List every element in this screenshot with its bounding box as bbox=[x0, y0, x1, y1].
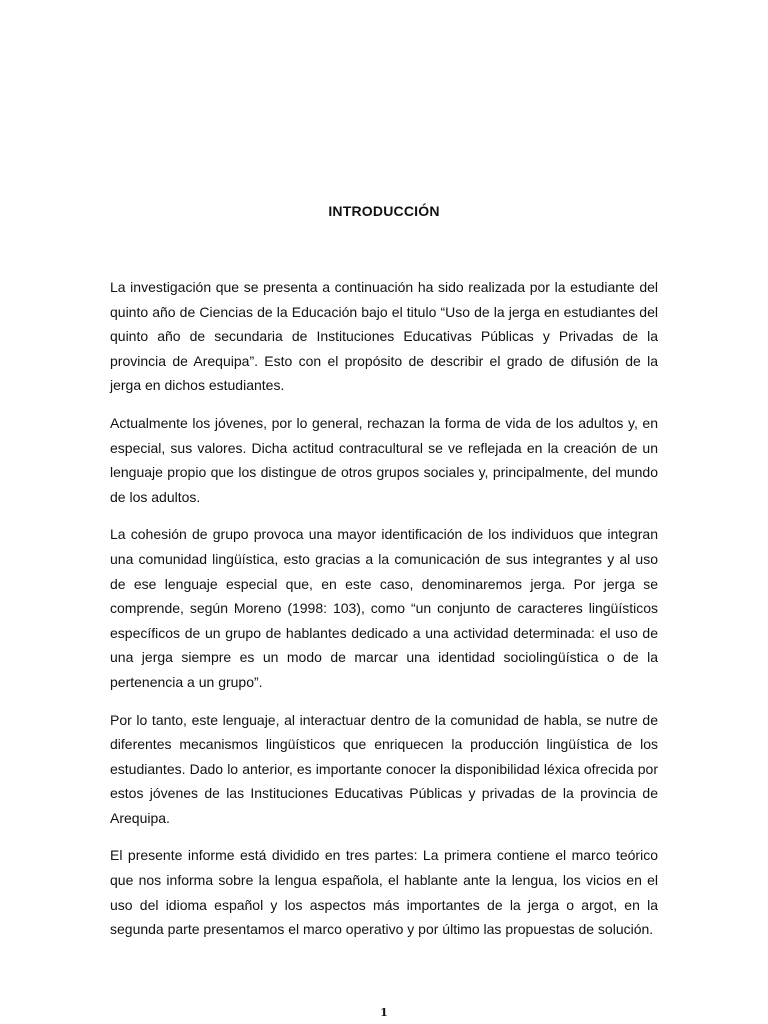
paragraph-4: Por lo tanto, este lenguaje, al interactuar dentro de la comunidad de habla, se nutre de diferentes mecanismos lingüísticos que enriquecen la producción lingüística de los estudiantes. Dado lo anterior, es importante conocer la disponibilidad léxica ofrecida por estos jóvenes de las Instituciones Educativas Públicas y privadas de la provincia de Arequipa. bbox=[110, 711, 658, 826]
paragraph-3: La cohesión de grupo provoca una mayor identificación de los individuos que integran una comunidad lingüística, esto gracias a la comunicación de sus integrantes y al uso de ese lenguaje especial que, en este caso, denominaremos jerga. Por jerga se comprende, según Moreno (1998: 103), como “un conjunto de caracteres lingüísticos específicos de un grupo de hablantes dedicado a una actividad determinada: el uso de una jerga siempre es un modo de marcar una identidad sociolingüística o de la pertenencia a un grupo”. bbox=[110, 526, 658, 690]
paragraph-2: Actualmente los jóvenes, por lo general, rechazan la forma de vida de los adultos y, en especial, sus valores. Dicha actitud contracultural se ve reflejada en la creación de un lenguaje propio que los distingue de otros grupos sociales y, principalmente, del mundo de los adultos. bbox=[110, 414, 658, 505]
page-title: INTRODUCCIÓN bbox=[328, 203, 440, 219]
paragraph-1: La investigación que se presenta a continuación ha sido realizada por la estudiante del quinto año de Ciencias de la Educación bajo el titulo “Uso de la jerga en estudiantes del quinto año de secundaria de Instituciones Educativas Públicas y Privadas de la provincia de Arequipa”. Esto con el propósito de describir el grado de difusión de la jerga en dichos estudiantes. bbox=[110, 279, 658, 394]
page-number: 1 bbox=[380, 1006, 388, 1019]
paragraph-5: El presente informe está dividido en tres partes: La primera contiene el marco teórico que nos informa sobre la lengua española, el hablante ante la lengua, los vicios en el uso del idioma español y los aspectos más importantes de la jerga o argot, en la segunda parte presentamos el marco operativo y por último las propuestas de solución. bbox=[110, 847, 658, 938]
body-text bbox=[110, 275, 658, 955]
